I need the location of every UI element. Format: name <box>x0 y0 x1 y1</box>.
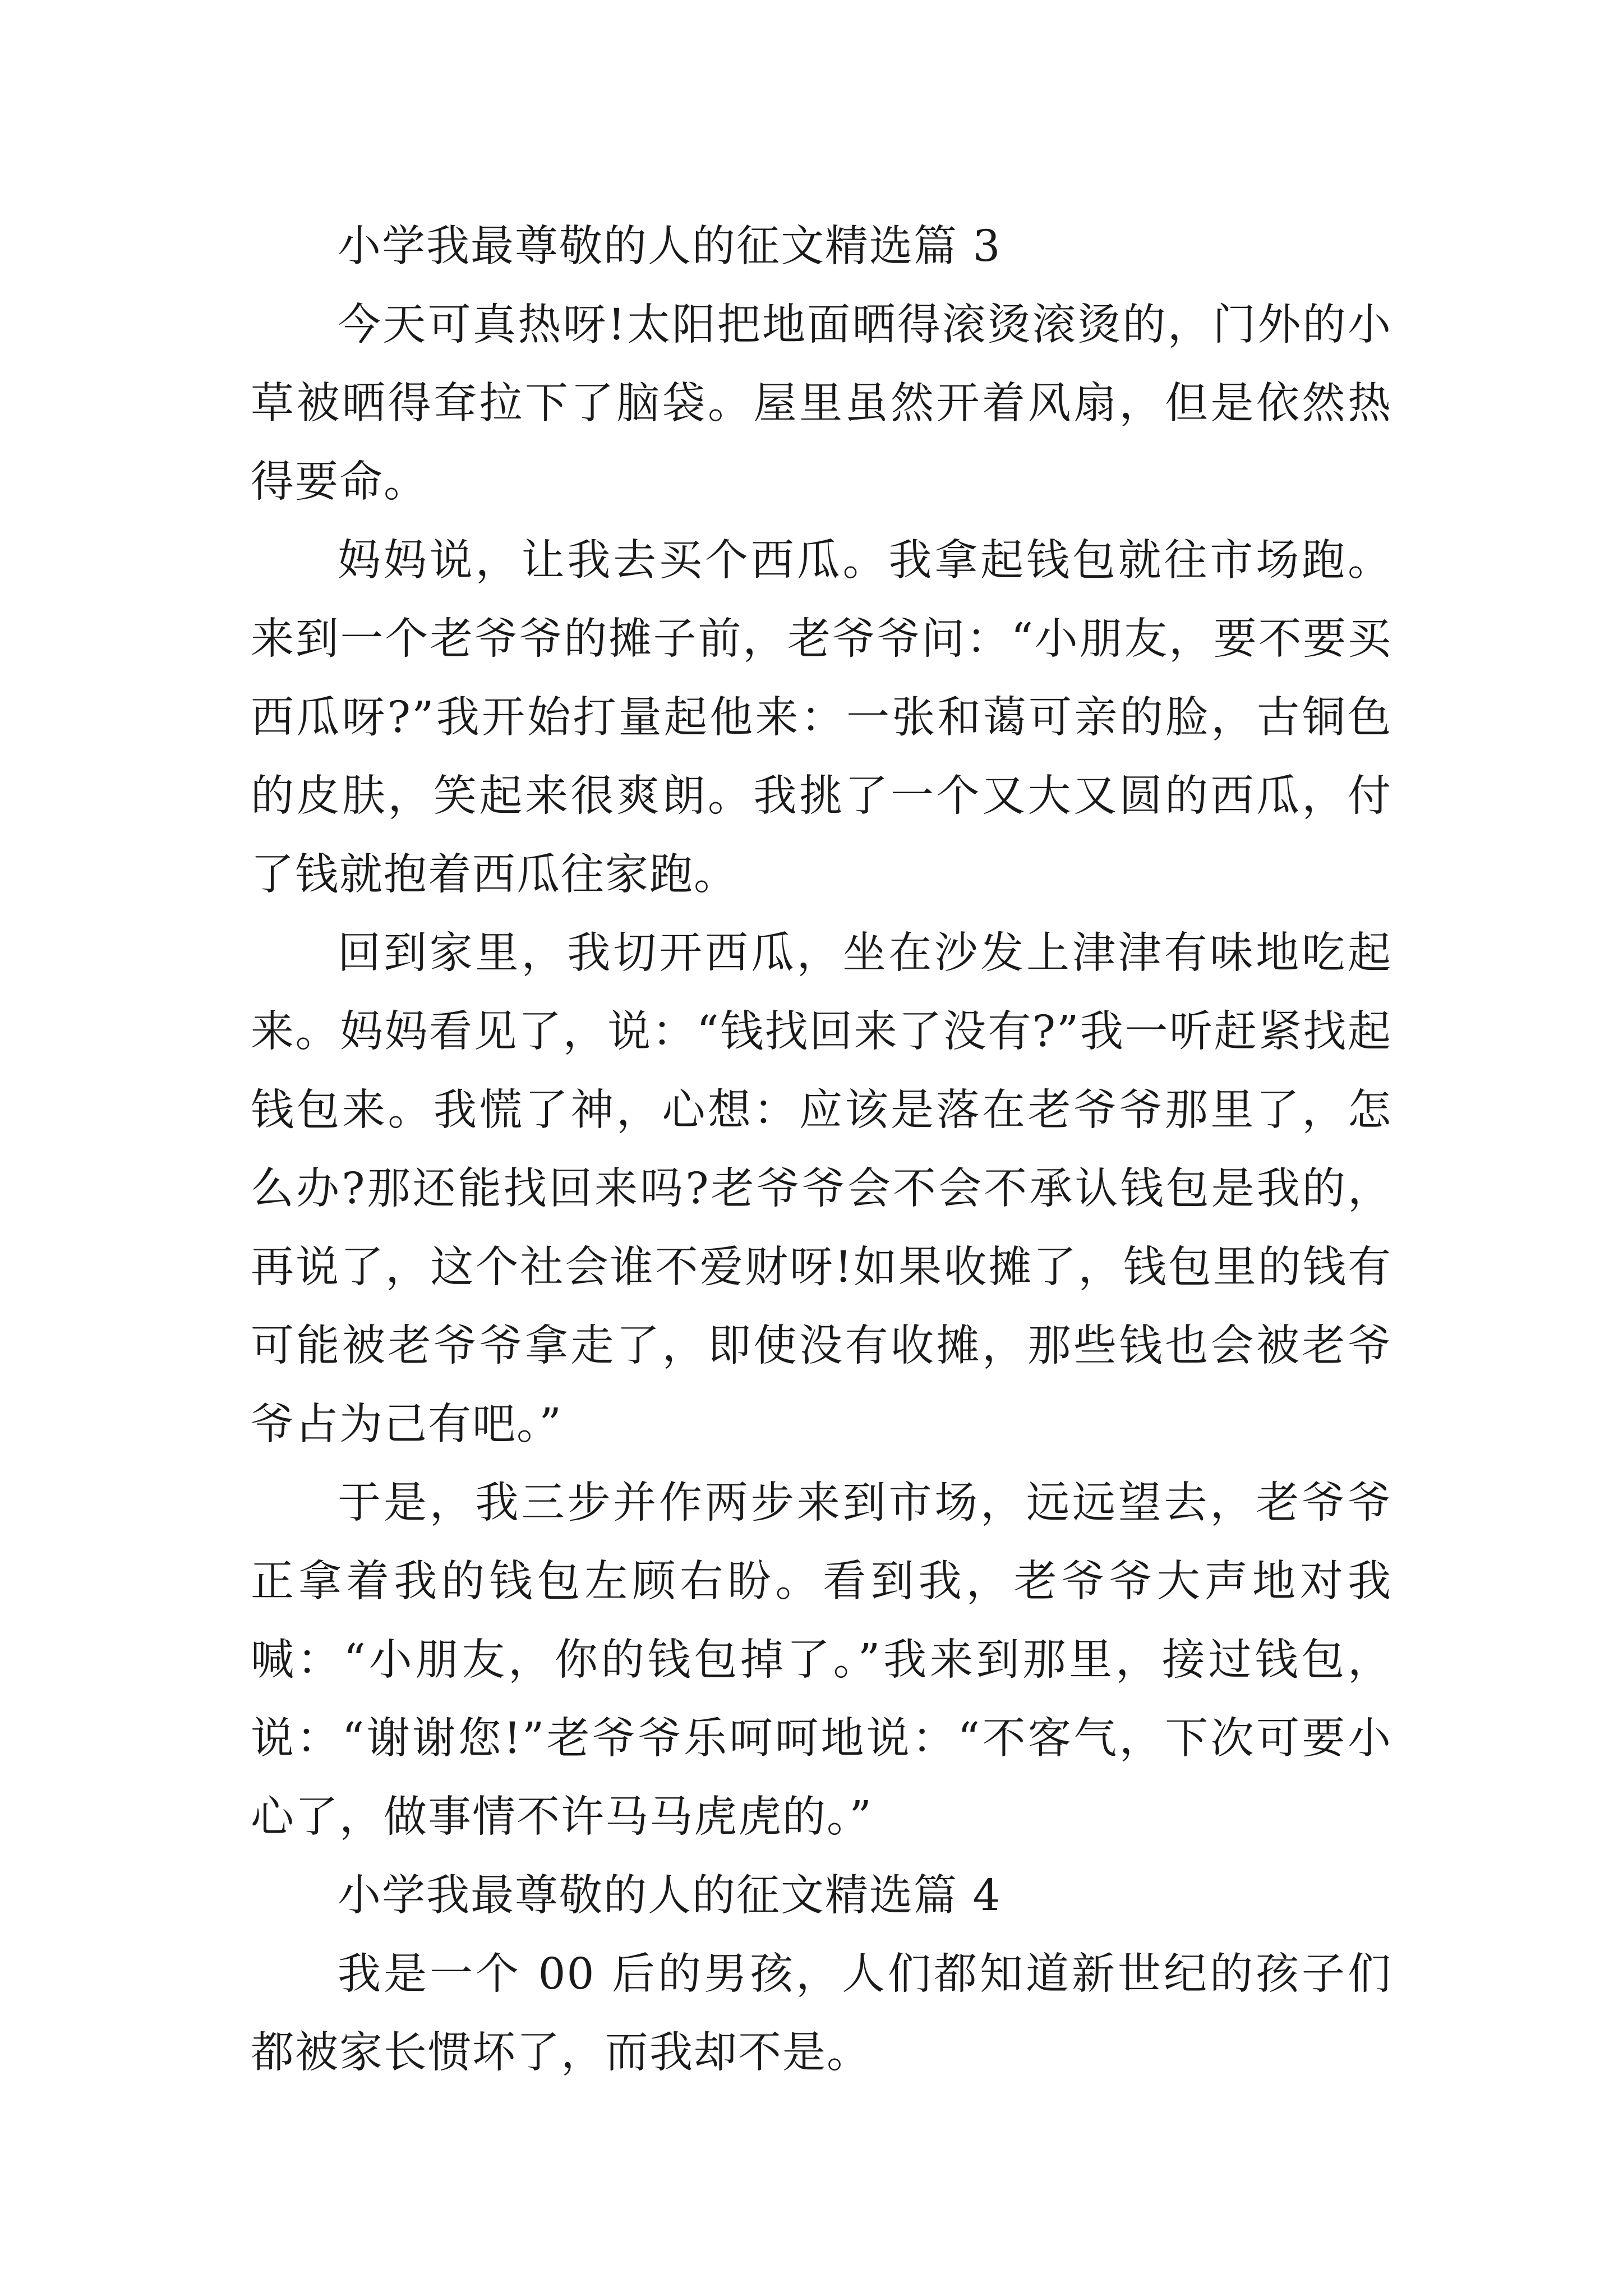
section-heading: 小学我最尊敬的人的征文精选篇 3 <box>338 222 1002 272</box>
section-heading: 小学我最尊敬的人的征文精选篇 4 <box>338 1871 1002 1921</box>
paragraph: 于是，我三步并作两步来到市场，远远望去，老爷爷正拿着我的钱包左顾右盼。看到我，老爷爷大声地对我喊：“小朋友，你的钱包掉了。”我来到那里，接过钱包，说：“谢谢您!”老爷爷乐呵呵地说：“不客气，下次可要小心了，做事情不许马马虎虎的。” <box>251 1478 1392 1842</box>
document-body <box>251 208 1392 2092</box>
paragraph: 我是一个 00 后的男孩，人们都知道新世纪的孩子们都被家长惯坏了，而我却不是。 <box>251 1949 1392 2078</box>
paragraph: 今天可真热呀!太阳把地面晒得滚烫滚烫的，门外的小草被晒得耷拉下了脑袋。屋里虽然开着风扇，但是依然热得要命。 <box>251 300 1392 507</box>
paragraph: 回到家里，我切开西瓜，坐在沙发上津津有味地吃起来。妈妈看见了，说：“钱找回来了没有?”我一听赶紧找起钱包来。我慌了神，心想：应该是落在老爷爷那里了，怎么办?那还能找回来吗?老爷爷会不会不承认钱包是我的，再说了，这个社会谁不爱财呀!如果收摊了，钱包里的钱有可能被老爷爷拿走了，即使没有收摊，那些钱也会被老爷爷占为己有吧。” <box>251 928 1392 1450</box>
paragraph: 妈妈说，让我去买个西瓜。我拿起钱包就往市场跑。来到一个老爷爷的摊子前，老爷爷问：“小朋友，要不要买西瓜呀?”我开始打量起他来：一张和蔼可亲的脸，古铜色的皮肤，笑起来很爽朗。我挑了一个又大又圆的西瓜，付了钱就抱着西瓜往家跑。 <box>251 536 1392 900</box>
